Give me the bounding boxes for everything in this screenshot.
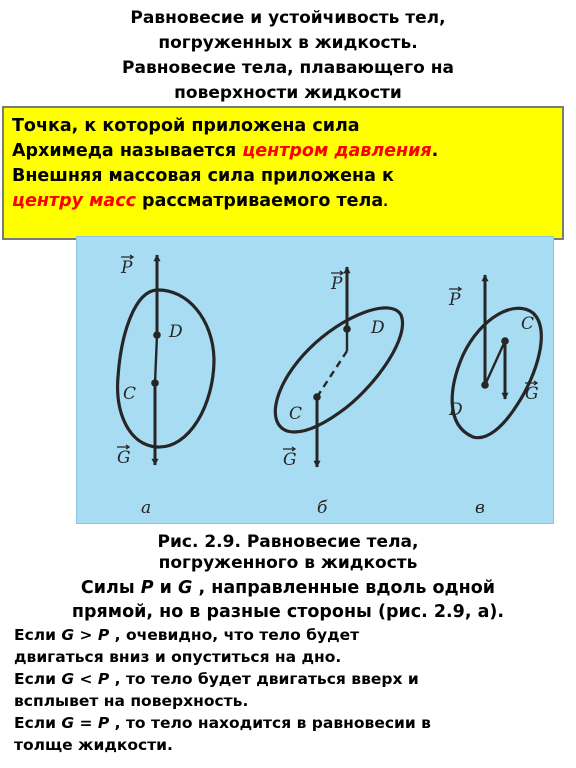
case-condition: G < P [61, 670, 110, 688]
point-c-b [313, 393, 321, 401]
forces-paragraph [4, 576, 572, 624]
case-line: всплывет на поверхность. [14, 692, 249, 710]
case-text: Если [14, 714, 62, 732]
slide-title [40, 6, 536, 106]
axis-line-c [485, 341, 505, 385]
definition-text: рассматриваемого тела [135, 191, 384, 211]
definition-text: . [383, 195, 389, 210]
case-text: Если [14, 670, 62, 688]
label-c-c: C [521, 314, 535, 334]
cases-paragraph [14, 624, 568, 756]
case-line [14, 668, 568, 690]
case-condition: G = P [61, 714, 110, 732]
definition-line: Внешняя массовая сила приложена к [12, 166, 394, 186]
case-line: толще жидкости. [14, 736, 173, 754]
label-panel-b: б [317, 498, 328, 518]
figure-caption [60, 532, 516, 574]
case-condition: G > P [61, 626, 110, 644]
label-c-a: C [123, 384, 137, 404]
definition-text: Архимеда называется [12, 141, 243, 161]
case-text: , очевидно, что тело будет [109, 626, 360, 644]
point-c-a [151, 379, 159, 387]
title-line: поверхности жидкости [174, 83, 402, 103]
forces-line [4, 576, 572, 600]
case-text: , то тело будет двигаться вверх и [109, 670, 419, 688]
axis-line-b [317, 351, 347, 397]
figure-2-9 [76, 236, 554, 524]
definition-line [12, 139, 554, 164]
center-of-mass-term: центру масс [12, 191, 136, 211]
definition-box [2, 106, 564, 240]
point-d-b [343, 325, 351, 333]
case-text: , то тело находится в равновесии в [109, 714, 431, 732]
definition-line: Точка, к которой приложена сила [12, 116, 360, 136]
forces-text: Силы [80, 578, 141, 598]
symbol-p: P [140, 578, 154, 598]
label-c-b: C [289, 404, 303, 424]
case-line: двигаться вниз и опуститься на дно. [14, 648, 342, 666]
case-line [14, 624, 568, 646]
definition-line [12, 189, 554, 215]
forces-text: и [153, 578, 179, 598]
point-d-c [481, 381, 489, 389]
axis-line-a [155, 335, 157, 383]
label-p-c: P [449, 290, 461, 310]
caption-line: погруженного в жидкость [158, 553, 418, 573]
label-g-b: G [283, 450, 297, 470]
forces-line: прямой, но в разные стороны (рис. 2.9, а). [71, 602, 505, 622]
forces-text: , направленные вдоль одной [192, 578, 496, 598]
case-text: Если [14, 626, 62, 644]
label-panel-a: а [141, 498, 152, 518]
case-line [14, 712, 568, 734]
title-line: Равновесие тела, плавающего на [122, 58, 454, 78]
title-line: Равновесие и устойчивость тел, [130, 8, 446, 28]
symbol-g: G [178, 578, 193, 598]
label-p-b: P [331, 274, 343, 294]
point-c-c [501, 337, 509, 345]
label-p-a: P [121, 258, 133, 278]
definition-text: . [431, 141, 439, 161]
label-g-c: G [525, 384, 539, 404]
bodies-diagram [77, 237, 553, 523]
label-panel-c: в [475, 498, 485, 518]
label-d-a: D [169, 322, 183, 342]
label-g-a: G [117, 448, 131, 468]
caption-line: Рис. 2.9. Равновесие тела, [157, 532, 419, 552]
point-d-a [153, 331, 161, 339]
center-of-pressure-term: центром давления [242, 141, 432, 161]
body-outline-a [118, 290, 214, 447]
label-d-c: D [449, 400, 463, 420]
title-line: погруженных в жидкость. [158, 33, 418, 53]
label-d-b: D [371, 318, 385, 338]
